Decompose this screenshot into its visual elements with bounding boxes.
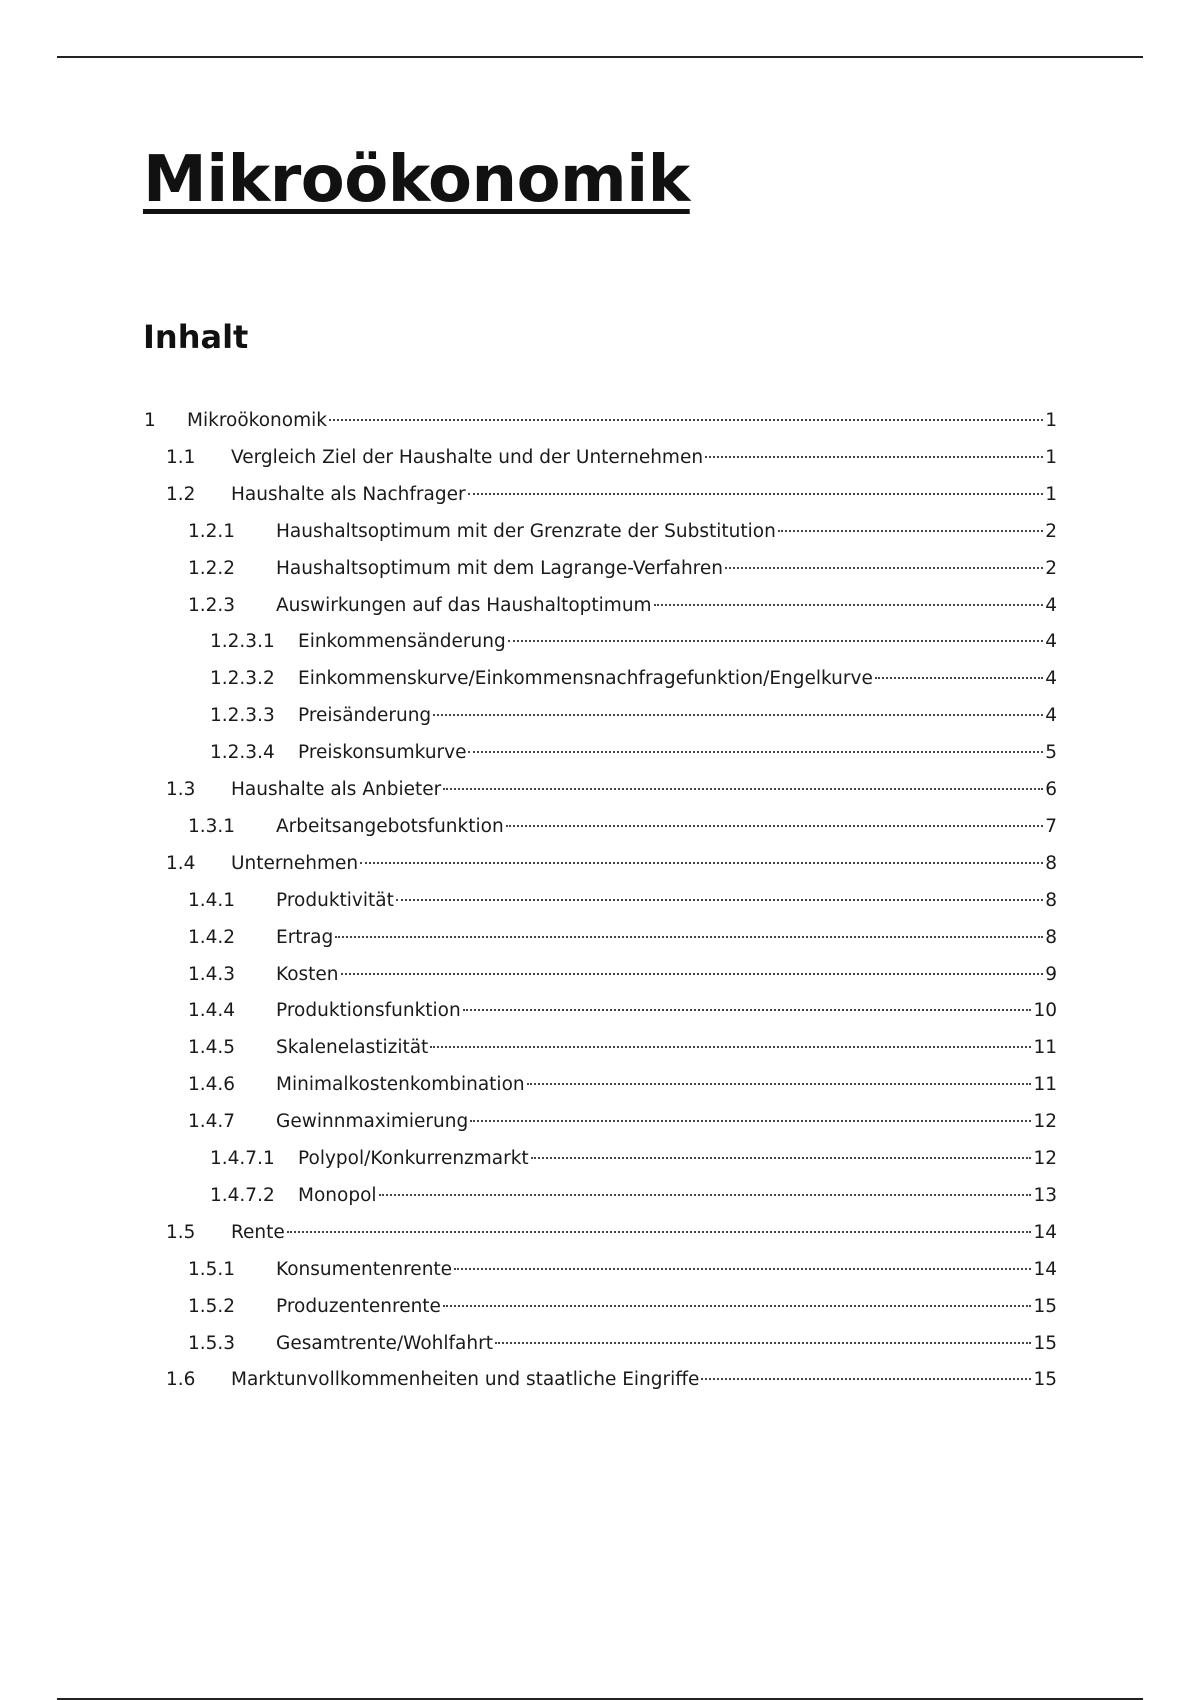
toc-entry[interactable] [188,1294,1057,1320]
toc-entry-number: 1.2.1 [188,520,236,542]
document-title: Mikroökonomik [143,143,690,217]
toc-entry-label: Produktivität [276,889,394,911]
toc-entry-number: 1.5 [166,1221,196,1243]
toc-dot-leader [335,936,1043,938]
toc-dot-leader [778,530,1043,532]
toc-dot-leader [725,567,1043,569]
toc-entry-label: Skalenelastizität [276,1037,429,1059]
toc-entry-number: 1.3.1 [188,815,236,837]
toc-dot-leader [508,640,1044,642]
toc-entry-page-number: 14 [1033,1221,1057,1243]
toc-dot-leader [454,1268,1031,1270]
toc-entry-label: Vergleich Ziel der Haushalte und der Unternehmen [231,446,704,468]
toc-entry-number: 1.2 [166,483,196,505]
toc-entry-page-number: 8 [1045,852,1057,874]
toc-entry-page-number: 14 [1033,1258,1057,1280]
toc-entry[interactable] [188,519,1057,545]
toc-dot-leader [329,419,1043,421]
toc-entry-label: Produktionsfunktion [276,1000,461,1022]
toc-entry-page-number: 15 [1033,1369,1057,1391]
toc-dot-leader [527,1083,1032,1085]
toc-entry-number: 1.5.2 [188,1295,236,1317]
toc-entry-number: 1.4.7.1 [210,1148,275,1169]
toc-entry-label: Unternehmen [231,852,359,874]
toc-entry-page-number: 9 [1045,963,1057,985]
toc-entry-label: Ertrag [276,926,334,948]
toc-entry-label: Monopol [298,1184,377,1206]
toc-entry-number: 1.4.1 [188,889,236,911]
toc-entry-page-number: 7 [1045,815,1057,837]
toc-entry-label: Produzentenrente [276,1295,441,1317]
toc-dot-leader [341,973,1044,975]
toc-entry[interactable] [166,1220,1057,1246]
toc-entry-number: 1.2.3.1 [210,631,275,653]
toc-entry-page-number: 1 [1045,483,1057,505]
toc-heading: Inhalt [143,318,249,356]
toc-entry-page-number: 10 [1033,1000,1057,1022]
toc-entry[interactable] [188,593,1057,619]
toc-entry[interactable] [188,925,1057,951]
toc-entry-page-number: 4 [1045,668,1057,690]
toc-dot-leader [396,899,1043,901]
toc-dot-leader [654,604,1044,606]
toc-entry-number: 1.2.3.4 [210,742,275,764]
toc-entry[interactable] [210,1183,1057,1209]
toc-entry-page-number: 8 [1045,926,1057,948]
toc-entry[interactable] [188,1035,1057,1061]
toc-entry-label: Minimalkostenkombination [276,1074,525,1096]
toc-entry-page-number: 12 [1033,1111,1057,1133]
toc-entry-number: 1.4 [166,852,196,874]
toc-dot-leader [463,1009,1032,1011]
toc-entry-page-number: 13 [1033,1184,1057,1206]
toc-dot-leader [443,788,1043,790]
toc-dot-leader [506,825,1044,827]
toc-dot-leader [705,456,1043,458]
toc-entry-number: 1.4.3 [188,963,236,985]
toc-entry-page-number: 11 [1033,1074,1057,1096]
toc-entry[interactable] [166,445,1057,471]
toc-entry-label: Preisänderung [298,705,432,727]
toc-entry-label: Haushaltsoptimum mit dem Lagrange-Verfahren [276,557,723,579]
toc-entry-label: Kosten [276,963,339,985]
toc-entry-number: 1.3 [166,779,196,800]
toc-entry-number: 1.2.3.2 [210,668,275,690]
toc-entry-page-number: 8 [1045,889,1057,911]
toc-entry-label: Einkommenskurve/Einkommensnachfragefunktion/Engelkurve [298,668,873,690]
toc-entry-label: Preiskonsumkurve [298,742,467,764]
toc-entry-page-number: 4 [1045,631,1057,653]
toc-dot-leader [468,493,1044,495]
toc-entry-number: 1.4.4 [188,1000,236,1022]
toc-dot-leader [468,751,1043,753]
toc-entry-label: Haushalte als Anbieter [231,779,442,800]
toc-dot-leader [379,1194,1032,1196]
toc-entry-page-number: 12 [1033,1148,1057,1169]
toc-entry[interactable] [188,556,1057,582]
toc-entry-page-number: 4 [1045,594,1057,616]
toc-entry[interactable] [210,666,1057,692]
toc-entry-label: Konsumentenrente [276,1258,453,1280]
toc-entry-number: 1.4.6 [188,1074,236,1096]
toc-entry-label: Marktunvollkommenheiten und staatliche Eingriffe [231,1369,700,1391]
toc-entry-number: 1.5.1 [188,1258,236,1280]
toc-entry-number: 1.2.2 [188,557,236,579]
toc-entry-label: Gewinnmaximierung [276,1111,469,1133]
toc-entry-page-number: 1 [1045,410,1057,431]
toc-entry[interactable] [210,1146,1057,1172]
toc-entry-page-number: 2 [1045,557,1057,579]
toc-dot-leader [875,677,1043,679]
toc-entry-page-number: 2 [1045,520,1057,542]
toc-entry-number: 1.1 [166,446,196,468]
toc-dot-leader [531,1157,1032,1159]
toc-dot-leader [360,862,1043,864]
toc-entry[interactable] [188,962,1057,988]
toc-entry-label: Polypol/Konkurrenzmarkt [298,1148,529,1169]
toc-entry[interactable] [144,408,1057,434]
toc-entry-label: Haushaltsoptimum mit der Grenzrate der Substitution [276,520,776,542]
toc-entry-page-number: 15 [1033,1295,1057,1317]
toc-entry-label: Arbeitsangebotsfunktion [276,815,504,837]
toc-entry[interactable] [188,998,1057,1024]
toc-entry[interactable] [210,740,1057,766]
toc-entry[interactable] [166,777,1057,803]
toc-entry-number: 1.4.5 [188,1037,236,1059]
toc-entry-page-number: 15 [1033,1332,1057,1354]
toc-entry-number: 1.4.2 [188,926,236,948]
toc-dot-leader [430,1046,1031,1048]
toc-dot-leader [470,1120,1031,1122]
toc-entry-number: 1.2.3 [188,594,236,616]
toc-entry-number: 1.5.3 [188,1332,236,1354]
toc-entry-number: 1.6 [166,1369,196,1391]
toc-entry-label: Gesamtrente/Wohlfahrt [276,1332,493,1354]
toc-entry[interactable] [188,1257,1057,1283]
toc-entry-page-number: 4 [1045,705,1057,727]
toc-entry[interactable] [166,482,1057,508]
toc-dot-leader [287,1231,1032,1233]
toc-entry[interactable] [166,851,1057,877]
toc-dot-leader [701,1378,1031,1380]
toc-entry-number: 1 [144,410,156,431]
toc-entry-label: Einkommensänderung [298,631,506,653]
toc-entry[interactable] [166,1367,1057,1393]
toc-entry[interactable] [210,629,1057,655]
toc-entry-label: Haushalte als Nachfrager [231,483,466,505]
toc-entry[interactable] [188,1109,1057,1135]
toc-entry-page-number: 5 [1045,742,1057,764]
toc-entry-number: 1.4.7 [188,1111,236,1133]
toc-entry[interactable] [188,1331,1057,1357]
toc-dot-leader [433,714,1043,716]
toc-dot-leader [495,1342,1031,1344]
toc-dot-leader [443,1305,1032,1307]
header-rule [57,56,1143,58]
toc-entry-number: 1.2.3.3 [210,705,275,727]
toc-entry-page-number: 6 [1045,779,1057,800]
toc-entry[interactable] [210,703,1057,729]
toc-entry-label: Auswirkungen auf das Haushaltoptimum [276,594,652,616]
toc-entry-page-number: 1 [1045,446,1057,468]
toc-entry-number: 1.4.7.2 [210,1184,275,1206]
toc-entry-page-number: 11 [1033,1037,1057,1059]
toc-entry[interactable] [188,814,1057,840]
toc-entry[interactable] [188,888,1057,914]
toc-entry-label: Rente [231,1221,285,1243]
toc-entry-label: Mikroökonomik [187,410,327,431]
toc-entry[interactable] [188,1072,1057,1098]
